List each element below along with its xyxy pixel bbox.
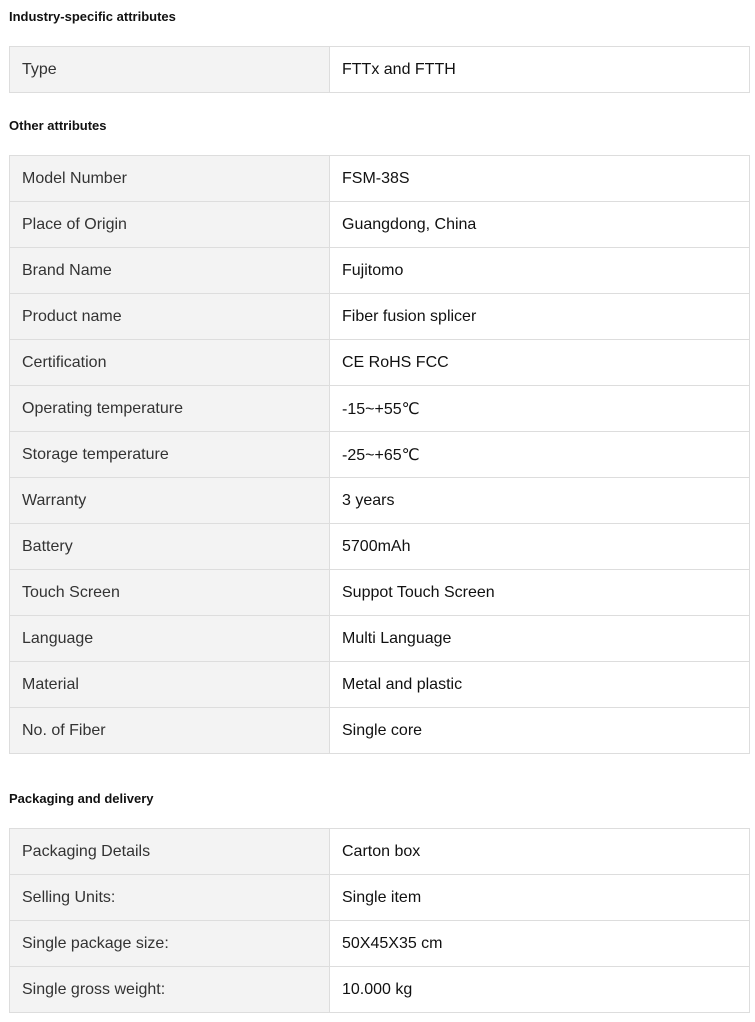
- attribute-key: Battery: [10, 524, 330, 570]
- section-title-packaging-and-delivery: Packaging and delivery: [9, 791, 154, 806]
- attribute-key: Selling Units:: [10, 875, 330, 921]
- attribute-value: 5700mAh: [330, 524, 750, 570]
- attribute-key: Packaging Details: [10, 829, 330, 875]
- attribute-value: FTTx and FTTH: [330, 47, 750, 93]
- table-row: [10, 340, 750, 386]
- attribute-value: FSM-38S: [330, 156, 750, 202]
- attribute-key: Single package size:: [10, 921, 330, 967]
- attribute-value: Metal and plastic: [330, 662, 750, 708]
- table-row: [10, 202, 750, 248]
- attribute-value: 10.000 kg: [330, 967, 750, 1013]
- table-row: [10, 478, 750, 524]
- table-row: [10, 386, 750, 432]
- attribute-value: Single core: [330, 708, 750, 754]
- attribute-value: Carton box: [330, 829, 750, 875]
- table-row: [10, 570, 750, 616]
- attribute-value: 3 years: [330, 478, 750, 524]
- attribute-key: Touch Screen: [10, 570, 330, 616]
- table-row: [10, 294, 750, 340]
- table-row: [10, 432, 750, 478]
- attribute-value: Fujitomo: [330, 248, 750, 294]
- attribute-key: Brand Name: [10, 248, 330, 294]
- table-row: [10, 156, 750, 202]
- table-row: [10, 708, 750, 754]
- attribute-key: Place of Origin: [10, 202, 330, 248]
- attribute-key: Operating temperature: [10, 386, 330, 432]
- table-row: [10, 616, 750, 662]
- table-row: [10, 921, 750, 967]
- table-row: [10, 248, 750, 294]
- attribute-key: No. of Fiber: [10, 708, 330, 754]
- attribute-key: Model Number: [10, 156, 330, 202]
- industry-attributes-table: [9, 46, 750, 93]
- table-row: [10, 662, 750, 708]
- attribute-key: Type: [10, 47, 330, 93]
- attribute-value: Fiber fusion splicer: [330, 294, 750, 340]
- section-title-industry-specific-attributes: Industry-specific attributes: [9, 9, 176, 24]
- attribute-key: Material: [10, 662, 330, 708]
- attribute-key: Product name: [10, 294, 330, 340]
- table-row: [10, 524, 750, 570]
- table-row: [10, 967, 750, 1013]
- table-row: [10, 47, 750, 93]
- attribute-key: Warranty: [10, 478, 330, 524]
- attribute-key: Language: [10, 616, 330, 662]
- attribute-value: 50X45X35 cm: [330, 921, 750, 967]
- other-attributes-table: [9, 155, 750, 754]
- attribute-value: Single item: [330, 875, 750, 921]
- attribute-value: Suppot Touch Screen: [330, 570, 750, 616]
- table-row: [10, 829, 750, 875]
- attribute-value: Multi Language: [330, 616, 750, 662]
- table-row: [10, 875, 750, 921]
- attribute-key: Single gross weight:: [10, 967, 330, 1013]
- packaging-delivery-table: [9, 828, 750, 1013]
- attribute-value: -15~+55℃: [330, 386, 750, 432]
- attribute-value: CE RoHS FCC: [330, 340, 750, 386]
- section-title-other-attributes: Other attributes: [9, 118, 107, 133]
- attribute-key: Certification: [10, 340, 330, 386]
- attribute-value: -25~+65℃: [330, 432, 750, 478]
- attribute-key: Storage temperature: [10, 432, 330, 478]
- attribute-value: Guangdong, China: [330, 202, 750, 248]
